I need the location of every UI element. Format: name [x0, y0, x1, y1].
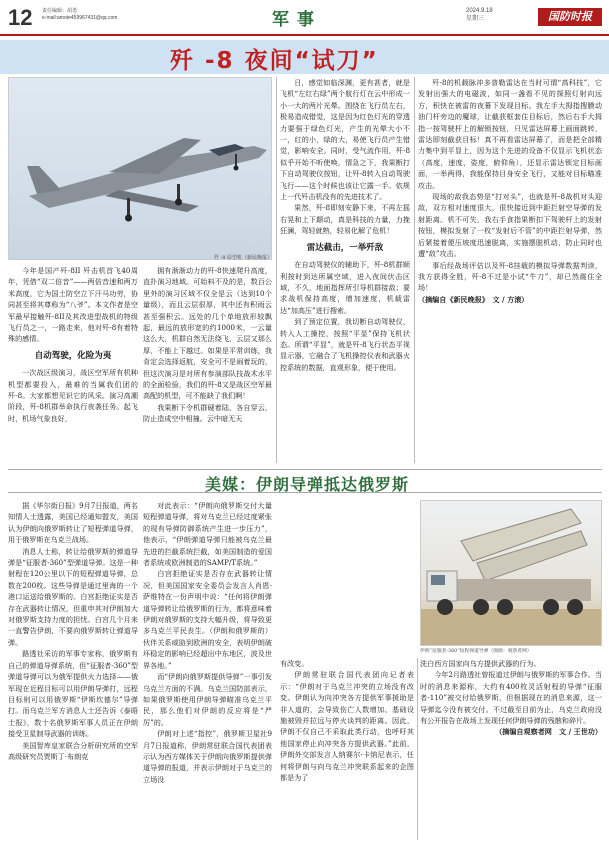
article2-credit: （摘编自观察者网 文 / 王世功） [495, 727, 602, 737]
paragraph: 伊朗对上述“指控”，俄罗斯卫星社9月7日报道称，伊朗常驻联合国代表团表示认为西方媒体关于伊朗向俄罗斯提供弹道导弹的报道，并表示伊朗对于乌克兰的立场没 [143, 729, 272, 784]
article2-title-banner [8, 469, 602, 493]
column-divider [414, 77, 415, 463]
paragraph: 在自动驾驶仪的辅助下，歼-8机群顺利按时到达所属空域，进入夜间伏击区域，不久，地面指挥所引导机群接敌；要求战机保持高度，增加速度，机载雷达“加高压”进行搜索。 [280, 260, 410, 315]
section-title: 军事 [272, 10, 322, 30]
article1-title-banner [0, 40, 609, 74]
editor-email: e-mail:amote459967431@qq.com [42, 15, 118, 21]
paragraph: 洗白西方国家向乌方提供武器的行为。 [420, 659, 541, 668]
paragraph: 消息人士称，转让给俄罗斯的弹道导弹是“征服者-360”型弹道导弹。这是一种射程在120公里以下的短程弹道导弹，总数在200枚。这些导弹是通过里海的一个港口运送给俄罗斯的。白宫拒绝证实是否存在武器转让情况，但重申其对伊朗加大对俄罗斯支持力度的担忧。白宫几个月来一直警告伊朗，不要向俄罗斯转让弹道导弹。 [8, 546, 138, 647]
article1-column-2 [143, 265, 272, 463]
weekday-text: 星期三 [466, 16, 485, 22]
missile-truck-image [421, 501, 602, 646]
paragraph: 今年是国产歼-8II 歼击机首飞40周年，凭借“双二倍音”——两倍音速和两万米高度，它为国土防空立下汗马功劳，协同甚至将其尊称为“八爷”。本文作者是空军最早接触歼-8II及其改进型战机的特级飞行员之一，一路走来，他对歼-8有着特殊的感情。 [8, 266, 138, 344]
paragraph: 一次战区级演习，战区空军所有机种机型都要投入，最难的当属我们团的歼-8。大家都想见识它的风采。演习高潮阶段，歼-8机群举命执行夜袭任务。起飞时，机场气象良好， [8, 368, 138, 423]
paragraph: 对此表示：“伊朗向俄罗斯交付大量短程弹道导弹，将对乌克兰已经过度紧张的现有导弹防御系统产生进一步压力”，他表示，“伊朗弹道导弹只能被乌克兰最先进的拦截系统拦截，如美国制造的爱国者系统或欧洲制造的SAMP/T系统。” [143, 501, 272, 568]
article1-title: 歼 -8 夜间“试刀” [170, 48, 379, 74]
paragraph: 日，感觉如临深渊，更有甚者，就是飞机“左红右绿”两个航行灯在云中形成一小一大的两片光晕。围绕在飞行员左右，极易造成错觉，这是因为红色灯光的穿透力要强于绿色灯光，产生的光晕大小不一，红的小，绿的大，易使飞行员产生错觉，影响安全。同时，受气流作用，歼-8似乎开始不听使唤，情急之下，我果断打下自动驾驶仪按钮，让歼-8转入自动驾驶飞行——这个时候也该让它露一手。依规上一代歼击机没有的先进技术了。 [280, 78, 410, 202]
subheading-autopilot: 自动驾驶，化险为夷 [34, 350, 112, 361]
issue-date [466, 7, 493, 23]
article1-column-4 [418, 77, 602, 463]
article2-column-4 [420, 658, 602, 840]
paragraph: 美国智库皇家联合分析研究所的空军高级研究员贾斯丁·布朗克 [8, 740, 138, 761]
column-divider [276, 77, 277, 463]
missile-launcher-photo [420, 500, 602, 646]
article1-column-1 [8, 265, 138, 463]
editor-name: 责任编辑：胡勇 [42, 8, 78, 14]
article1-photo-caption: 歼 -8 原型机（新民晚报） [214, 255, 273, 261]
column-divider [417, 658, 418, 840]
paragraph: 拥有渐渐动力的歼-8快速爬升高度，直扑演习地域。可始料不及的是，数百公里外的演习区域不仅全是云（达到10个量级），而且云层很厚，其中还有积雨云甚至强积云。远处的几个单地放形较飘起，最远的放形宽的约1000米，一云量这么大，机群自然无法绕飞，云层又那么厚，不能上下越过。如果是平常训练，我肯定会选择返航，安全可不是闹着玩的，但这次演习是对所有参演部队技战术水平的全面检验，我们的歼-8又是战区空军最高配的机型，可不能缺了我们啊！ [143, 266, 272, 401]
article2-column-1 [8, 500, 138, 840]
fighter-jet-image [9, 78, 272, 260]
paragraph: 据《华尔街日报》9月7日报道，两名知情人士透露，美国已经通知盟友，美国认为伊朗向俄罗斯转让了短程弹道导弹，用于俄罗斯在乌克兰战场。 [8, 501, 138, 545]
paragraph: 歼-8的机载脉冲多普勒雷达在当时可谓“高科技”，它发射出强大的电磁波，如同一盏看不见的探照灯射向远方，积快在被雷的夜幕下发现目标。我左手大拇指搜膜动油门杆旁边的魔球，让截获框套住目标后，然后右手大拇指一按驾驶杆上的解锁按钮，只见雷达屏幕上画面跳转，雷达即刻截获目标！真不再看雷达屏幕了，而是把全部精力集中到平显上，因为这个先进的设备不仅显示飞机状态（高度，速度，姿度，俯仰角），还显示雷达锁定目标画面，一举两得，我能保持目身安全飞行，又能对目标瞄准攻击。 [418, 78, 602, 190]
page-number: 12 [8, 5, 33, 30]
paragraph: 路透社采访的军事专家称，俄罗斯有自己的弹道导弹系统，但“征服者-360”型弹道导弹可以为俄军提供火力选择——俄军现在近程目标可以用伊朗导弹打，远程目标则可以用俄罗斯“伊斯坎德尔”导弹打。而乌克兰军方消息人士还告诉《泰晤士报》，数十名俄罗斯军事人员正在伊朗接受卫星制导武器的训练。 [8, 649, 138, 739]
subheading-radar-intercept: 雷达截击，一举歼敌 [306, 242, 384, 253]
article1-column-3 [280, 77, 410, 463]
paragraph: 果然，歼-8即刻安静下来，不再左摇右晃和上下颠动，真是科技的力量，力挽狂澜，驾轻就熟，轻易化解了危机！ [280, 203, 410, 236]
newspaper-logo: 国防时报 [538, 8, 602, 26]
j8-aircraft-photo [8, 77, 272, 260]
article2-column-2 [143, 500, 272, 840]
page-header [0, 0, 609, 36]
article2-column-3 [280, 658, 414, 840]
article2-photo-caption: 伊朗“征服者-360”短程弹道导弹（图源：观察者网） [420, 649, 532, 654]
article2-title: 美媒：伊朗导弹抵达俄罗斯 [205, 475, 410, 494]
paragraph: 到了预定位置，我切断自动驾驶仪，转入人工操控，按照“平显”保持飞机状态。所谓“平显”，就是歼-8飞行状态平视显示器，它融合了飞机操控仪表和武器火控系统的数据，直观形象，便于使用。 [280, 317, 410, 372]
paragraph: 有改变。 [280, 659, 309, 668]
paragraph: 伊朗常驻联合国代表团向记者表示：“伊朗对于乌克兰冲突的立场没有改变。伊朗认为向冲突各方提供军事援助是非人道的，会导致伤亡人数增加、基础设施被毁并拉远与停火谈判的距离。因此，伊朗不仅自己不采取此类行动，也呼吁其他国家停止向冲突各方提供武器。”此前，伊朗外交部发言人纳赛尔·卡纳尼表示，任何将伊朗与向乌克兰冲突联系起来的企图都是为了 [280, 670, 414, 783]
paragraph: 事后经战场评估以及歼-8挂载的模拟导弹数据判读，我方获得全胜，歼-8不过是小试“牛刀”，却已然震住全场！ [418, 260, 602, 293]
article1-credit: （摘编自《新民晚报》 文 / 方滚） [418, 294, 529, 304]
paragraph: 白宫拒绝证实是否存在武器转让情况，但美国国家安全委员会发言人肖恩·萨维特在一份声明中说：“任何将伊朗弹道导弹转让给俄罗斯的行为，都将意味着伊朗对俄罗斯的支持大幅升级，将导致更多乌克兰平民丧生。（伊朗和俄罗斯的）伙伴关系威胁到欧洲的安全，表明伊朗破坏稳定的影响已经超出中东地区，波及世界各地。” [143, 569, 272, 670]
paragraph: 今年2月路透社曾报道过伊朗与俄罗斯的军事合作。当时的消息来源称，大约有400枚灵活射程的导弹“征服者-110”被交付给俄罗斯，但根据现在的消息来源，这一导弹迄今没有被交付。不过截至目前为止，乌克兰政府没有公开报告在战场上发现任何伊朗导弹的残骸和碎片。 [420, 670, 602, 726]
paragraph: 现场的敌我态势是“打对头”，也就是歼-8战机对头迎敌，双方相对速度很大，很快接近到中距拦射空导弹的发射距离。机不可失，我右手食指果断扣下驾驶杆上的发射按钮，模拟发射了一枚“发射后不管”的中距拦射导弹，然后紧接着便压坡度迅速脱离，实施摆脱机动，防止同时也遭“敌”攻击。 [418, 192, 602, 259]
paragraph: 我果断下令机群硬着陆，各自穿云，防止造成空中相撞。云中暗无天 [143, 402, 272, 424]
date-text: 2024.9.18 [466, 8, 493, 14]
paragraph: 而“伊朗向俄罗斯提供导弹”一事引发乌克兰方面的不满。乌克兰国防部表示，如果俄罗斯使用伊朗导弹瞄准乌克兰平民，那么他们对伊朗的反应将是“严厉”的。 [143, 672, 272, 727]
editor-info [42, 8, 117, 22]
